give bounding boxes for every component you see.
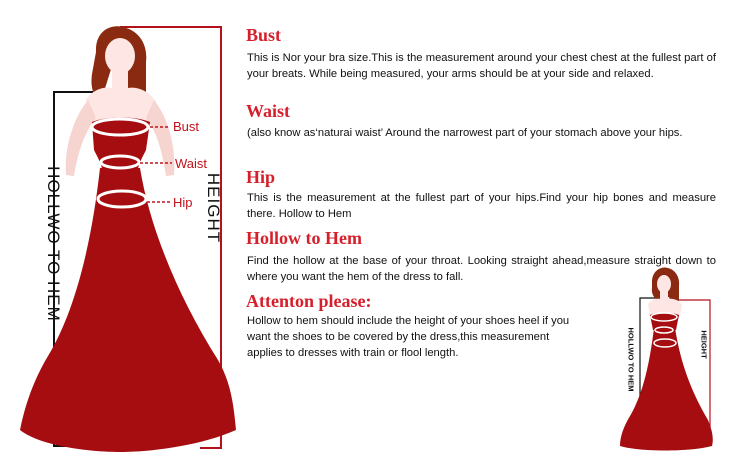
bust-title: Bust <box>246 25 282 45</box>
attention-title: Attenton please: <box>246 291 372 311</box>
small-hollow-to-hem-label: HOLLWO TO HEM <box>626 327 636 392</box>
bust-description: This is Nor your bra size.This is the measurement around your chest chest at the fullest part of your breats. While being measured, your arms should be at your side and relaxed. <box>247 52 716 80</box>
attention-description: Hollow to hem should include the height of your shoes heel if you want the shoes to be covered by the dress,this measurement applies to dresses with train or flool length. <box>247 315 570 359</box>
waist-description: (also know as‘naturai waist’ Around the narrowest part of your stomach above your hips. <box>247 127 683 139</box>
hollow-to-hem-label: HOLLWO TO HEM <box>43 166 63 322</box>
hip-description: This is the measurement at the fullest part of your hips.Find your hip bones and measure there. Hollow to Hem <box>247 192 716 220</box>
waist-title: Waist <box>246 101 291 121</box>
waist-label: Waist <box>175 156 208 171</box>
left-arm <box>66 100 96 176</box>
hip-label: Hip <box>173 195 193 210</box>
bust-label: Bust <box>173 119 200 134</box>
small-height-label: HEIGHT <box>699 330 709 359</box>
face <box>105 38 135 74</box>
hollow-to-hem-title: Hollow to Hem <box>246 228 362 248</box>
height-label: HEIGHT <box>204 172 224 244</box>
hollow-to-hem-description: Find the hollow at the base of your throat. Looking straight ahead,measure straight down to where you want the hem of the dress to fall. <box>247 255 716 283</box>
right-arm <box>146 100 174 176</box>
hip-title: Hip <box>246 167 276 187</box>
